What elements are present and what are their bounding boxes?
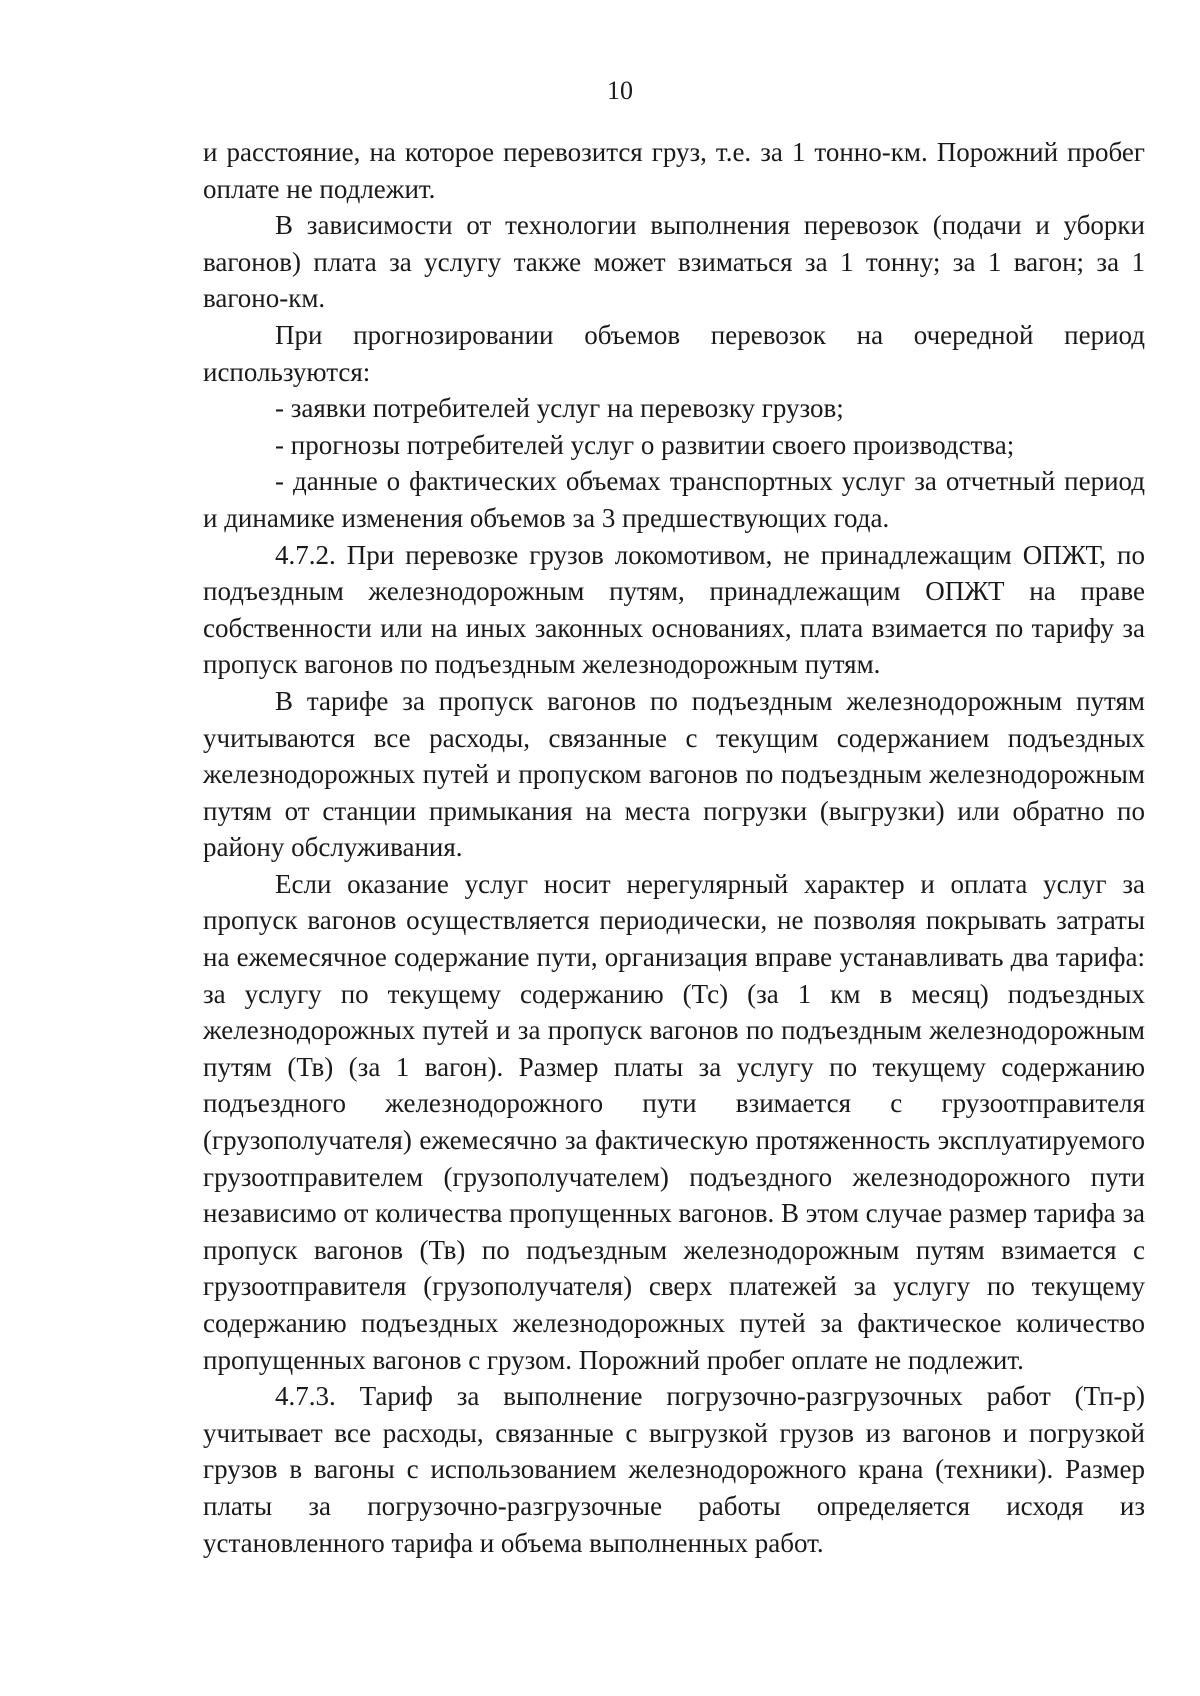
list-item: - заявки потребителей услуг на перевозку грузов; <box>275 393 844 424</box>
section-4-7-3: 4.7.3. Тариф за выполнение погрузочно-разгрузочных работ (Тп-р) учитывает все расходы, связанные с выгрузкой грузов из вагонов и погрузкой грузов в вагоны с использованием железнодорожного крана (техники). Размер платы за погрузочно-разгрузочные работы определяется исходя из установленного тарифа и объема выполненных работ. <box>203 1381 1145 1558</box>
paragraph-tariff-expenses: В тарифе за пропуск вагонов по подъездным железнодорожным путям учитываются все расходы, связанные с текущим содержанием подъездных железнодорожных путей и пропуском вагонов по подъездным железнодорожным путям от станции примыкания на места погрузки (выгрузки) или обратно по району обслуживания. <box>203 685 1145 863</box>
paragraph-continuation: и расстояние, на которое перевозится груз, т.е. за 1 тонно-км. Порожний пробег оплате не подлежит. <box>203 137 1145 204</box>
paragraph-technology: В зависимости от технологии выполнения перевозок (подачи и уборки вагонов) плата за услугу также может взиматься за 1 тонну; за 1 вагон; за 1 вагоно-км. <box>203 210 1145 314</box>
section-4-7-2: 4.7.2. При перевозке грузов локомотивом, не принадлежащим ОПЖТ, по подъездным железнодорожным путям, принадлежащим ОПЖТ на праве собственности или на иных законных основаниях, плата взимается по тарифу за пропуск вагонов по подъездным железнодорожным путям. <box>203 539 1145 680</box>
paragraph-irregular-services: Если оказание услуг носит нерегулярный характер и оплата услуг за пропуск вагонов осуществляется периодически, не позволяя покрывать затраты на ежемесячное содержание пути, организация вправе устанавливать два тарифа: за услугу по текущему содержанию (Тс) (за 1 км в месяц) подъездных железнодорожных путей и за пропуск вагонов по подъездным железнодорожным путям (Тв) (за 1 вагон). Размер платы за услугу по текущему содержанию подъездного железнодорожного пути взимается с грузоотправителя (грузополучателя) ежемесячно за фактическую протяженность эксплуатируемого грузоотправителем (грузополучателем) подъездного железнодорожного пути независимо от количества пропущенных вагонов. В этом случае размер тарифа за пропуск вагонов (Тв) по подъездным железнодорожным путям взимается с грузоотправителя (грузополучателя) сверх платежей за услугу по текущему содержанию подъездных железнодорожных путей за фактическое количество пропущенных вагонов с грузом. Порожний пробег оплате не подлежит. <box>203 868 1145 1375</box>
list-item: - прогнозы потребителей услуг о развитии своего производства; <box>275 429 1015 460</box>
document-body <box>203 134 1145 1561</box>
page-number: 10 <box>607 76 633 105</box>
list-item: - данные о фактических объемах транспортных услуг за отчетный период и динамике изменения объемов за 3 предшествующих года. <box>203 466 1145 533</box>
paragraph-forecasting: При прогнозировании объемов перевозок на очередной период используются: <box>203 319 1145 387</box>
